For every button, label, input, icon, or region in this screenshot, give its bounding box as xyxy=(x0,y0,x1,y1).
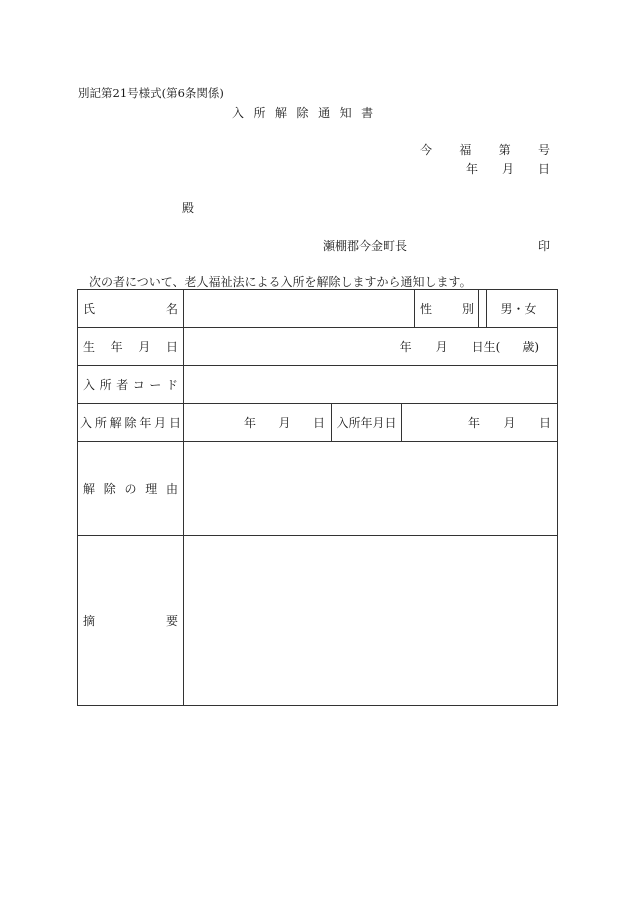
birth-label: 生 年 月 日 xyxy=(78,328,184,366)
document-number: 今 福 第 号 xyxy=(420,143,550,157)
row-summary xyxy=(78,536,558,706)
sex-value[interactable] xyxy=(478,289,558,327)
sex-label-divider xyxy=(414,289,415,327)
release-date-label: 入 所 解 除 年 月 日 xyxy=(78,404,184,442)
entry-date-label: 入所年月日 xyxy=(332,404,402,442)
release-date-field[interactable]: 年 月 日 xyxy=(184,404,332,442)
sex-value-text: 男・女 xyxy=(500,301,537,316)
resident-code-label: 入 所 者 コ ー ド xyxy=(78,366,184,404)
row-resident-code xyxy=(78,366,558,404)
birth-field[interactable]: 年 月 日生( 歳) xyxy=(184,328,558,366)
summary-label: 摘 要 xyxy=(78,536,184,706)
reason-label: 解 除 の 理 由 xyxy=(78,442,184,536)
notice-form-table xyxy=(77,289,558,706)
intro-text: 次の者について、老人福祉法による入所を解除しますから通知します。 xyxy=(89,275,472,289)
form-identifier: 別記第21号様式(第6条関係) xyxy=(78,86,224,100)
row-dates xyxy=(78,404,558,442)
name-label: 氏 名 xyxy=(78,290,184,328)
row-reason xyxy=(78,442,558,536)
entry-date-field[interactable]: 年 月 日 xyxy=(402,404,558,442)
summary-field[interactable] xyxy=(184,536,558,706)
issue-date: 年 月 日 xyxy=(466,162,550,176)
addressee-honorific: 殿 xyxy=(182,201,195,215)
sex-label-text: 性 別 xyxy=(420,301,474,316)
reason-field[interactable] xyxy=(184,442,558,536)
row-birth xyxy=(78,328,558,366)
seal-mark: 印 xyxy=(538,239,551,253)
document-title: 入所解除通知書 xyxy=(232,106,383,120)
issuer-name: 瀬棚郡今金町長 xyxy=(323,239,408,253)
resident-code-field[interactable] xyxy=(184,366,558,404)
